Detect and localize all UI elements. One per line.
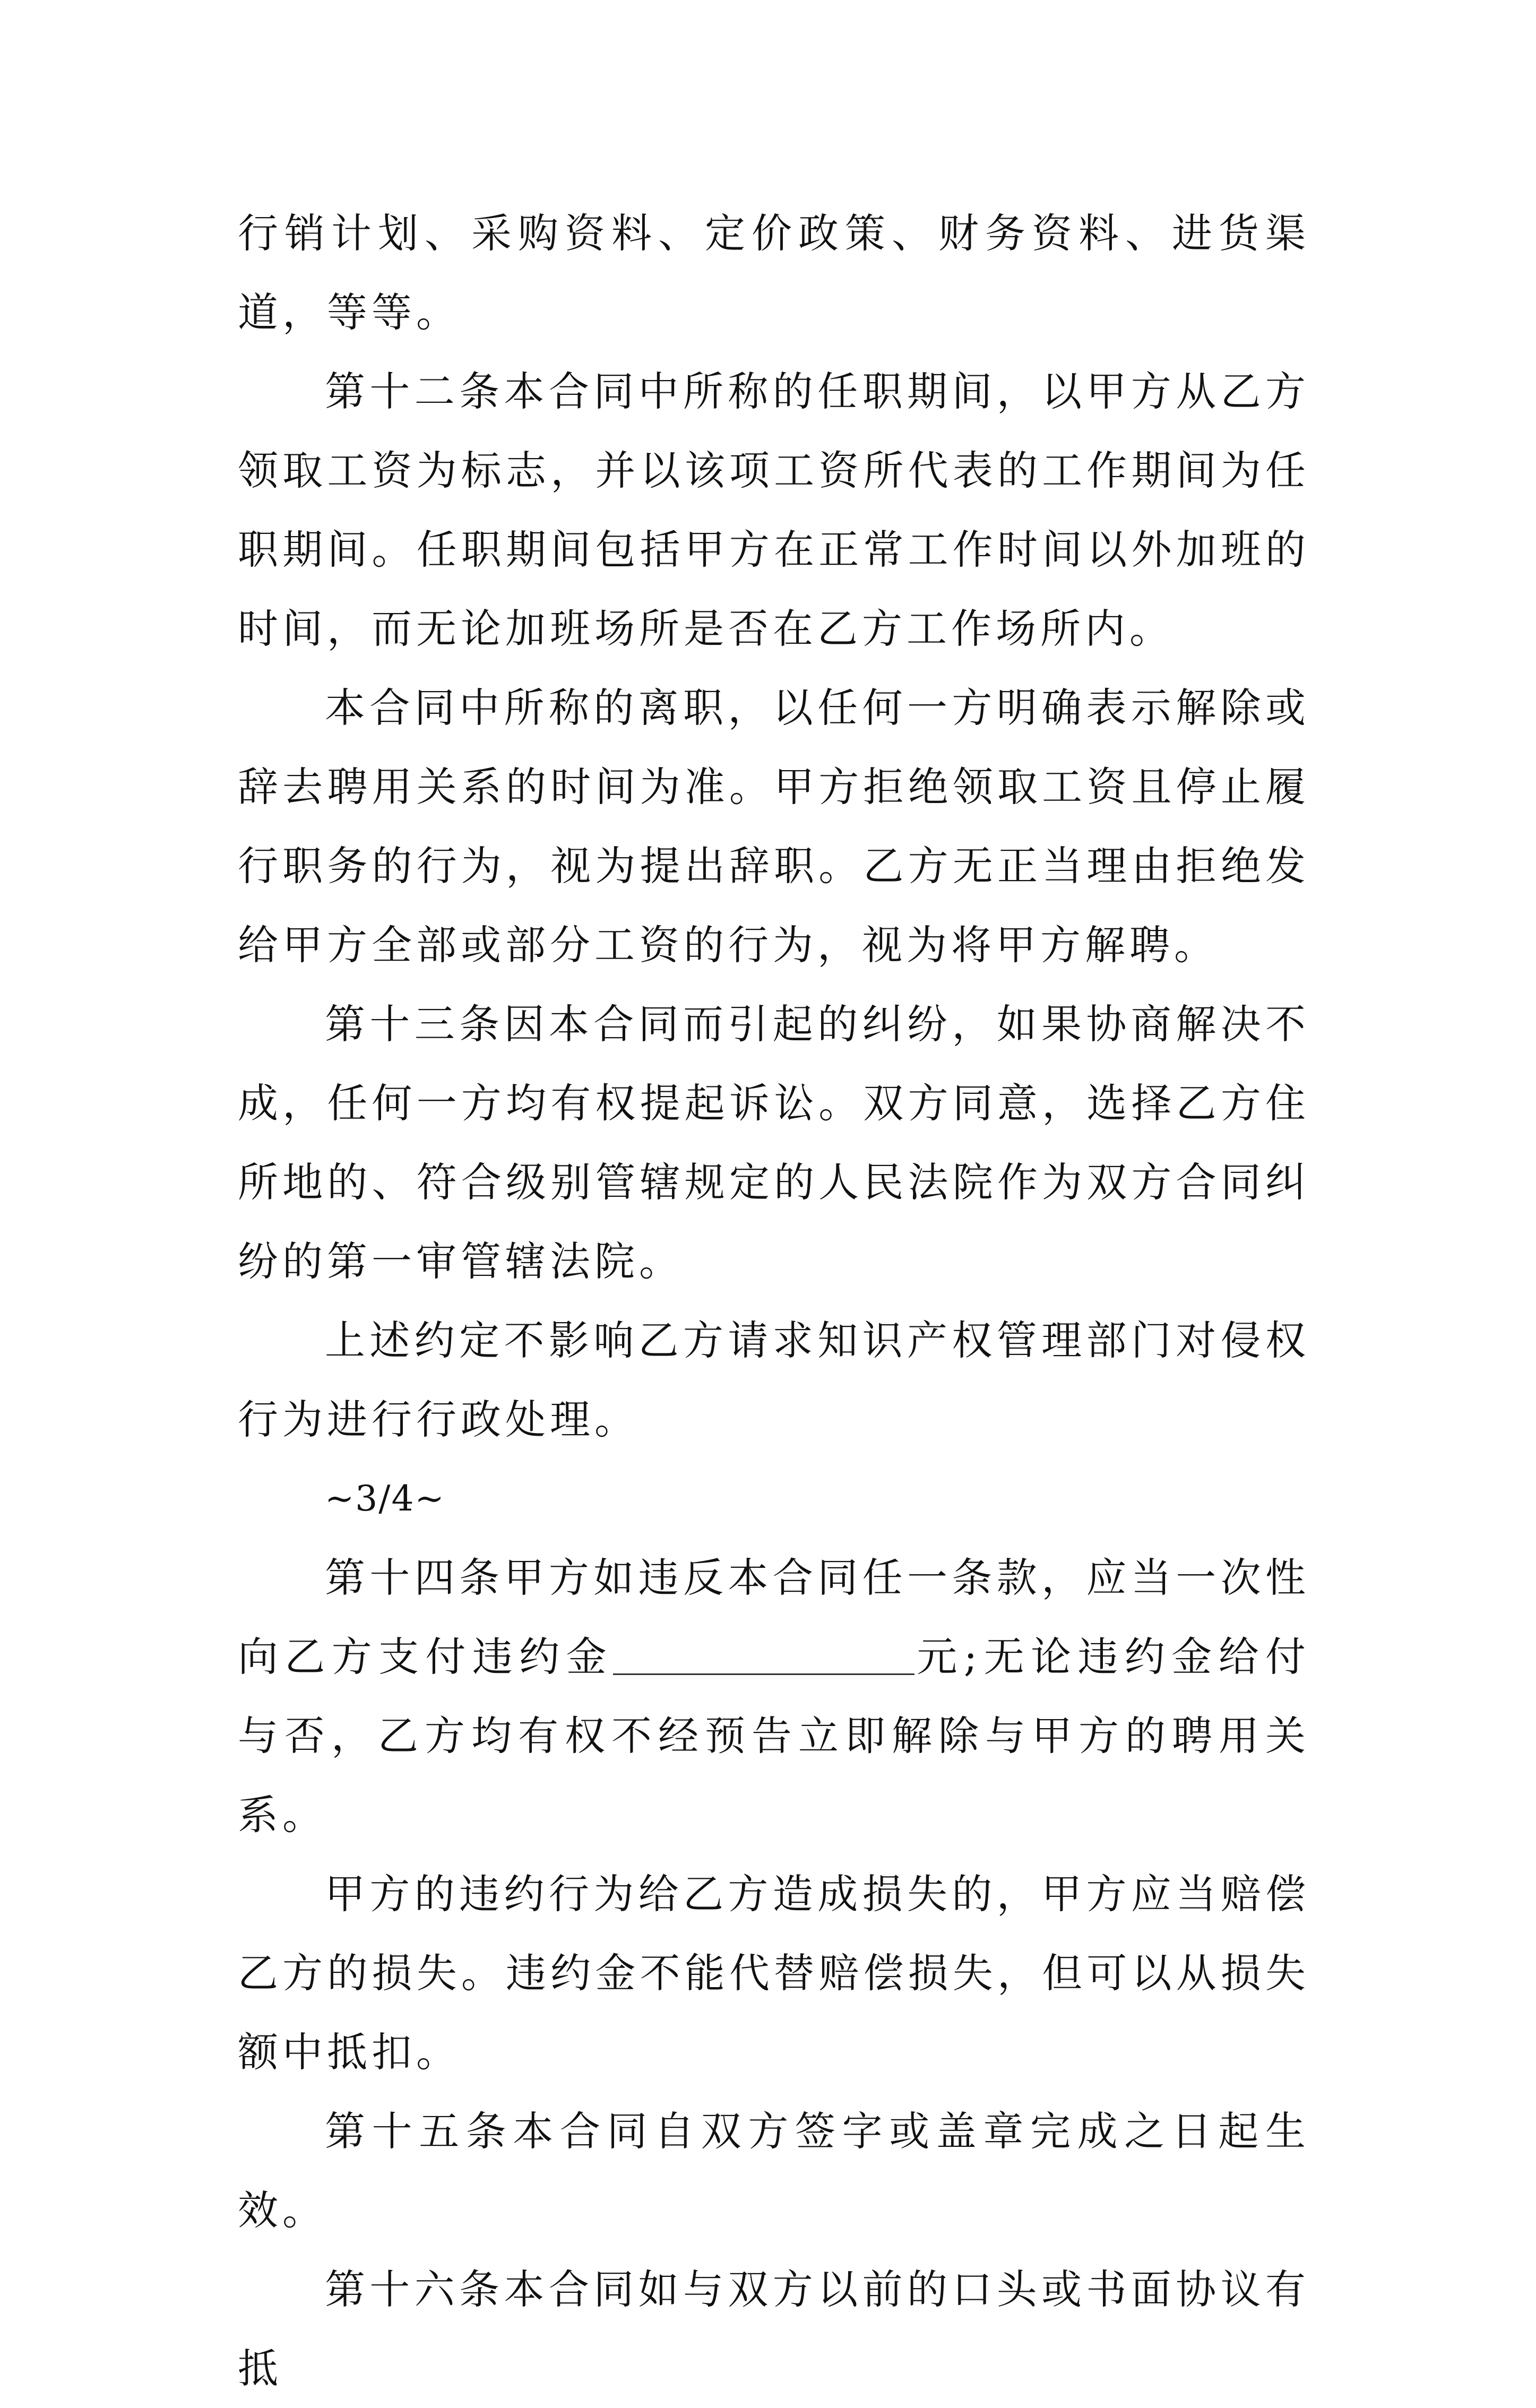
clause-14-after-blank: 元;无论违约金给付与否，乙方均有权不经预告立即解除与甲方的聘用关系。 xyxy=(238,1633,1310,1839)
document-page xyxy=(238,194,1310,2408)
paragraph-compensation: 甲方的违约行为给乙方造成损失的，甲方应当赔偿乙方的损失。违约金不能代替赔偿损失，但可以从损失额中抵扣。 xyxy=(238,1870,1310,2076)
paragraph-clause-12: 第十二条本合同中所称的任职期间，以甲方从乙方领取工资为标志，并以该项工资所代表的工作期间为任职期间。任职期间包括甲方在正常工作时间以外加班的时间，而无论加班场所是否在乙方工作场所内。 xyxy=(238,368,1310,652)
penalty-amount-blank xyxy=(613,1642,914,1675)
paragraph-admin-processing: 上述约定不影响乙方请求知识产权管理部门对侵权行为进行行政处理。 xyxy=(238,1317,1310,1443)
paragraph-clause-15: 第十五条本合同自双方签字或盖章完成之日起生效。 xyxy=(238,2108,1310,2234)
page-number-marker: ~3/4~ xyxy=(325,1478,445,1519)
paragraph-clause-16: 第十六条本合同如与双方以前的口头或书面协议有抵 xyxy=(238,2266,1310,2392)
clause-14-before-blank: 第十四条甲方如违反本合同任一条款，应当一次性向乙方支付违约金 xyxy=(238,1554,1310,1680)
paragraph-resignation-definition: 本合同中所称的离职，以任何一方明确表示解除或辞去聘用关系的时间为准。甲方拒绝领取工资且停止履行职务的行为，视为提出辞职。乙方无正当理由拒绝发给甲方全部或部分工资的行为，视为将甲方解聘。 xyxy=(238,684,1310,969)
paragraph-clause-14 xyxy=(238,1538,1310,1854)
paragraph-continuation: 行销计划、采购资料、定价政策、财务资料、进货渠道，等等。 xyxy=(238,210,1310,336)
paragraph-clause-13: 第十三条因本合同而引起的纠纷，如果协商解决不成，任何一方均有权提起诉讼。双方同意，选择乙方住所地的、符合级别管辖规定的人民法院作为双方合同纠纷的第一审管辖法院。 xyxy=(238,1000,1310,1285)
